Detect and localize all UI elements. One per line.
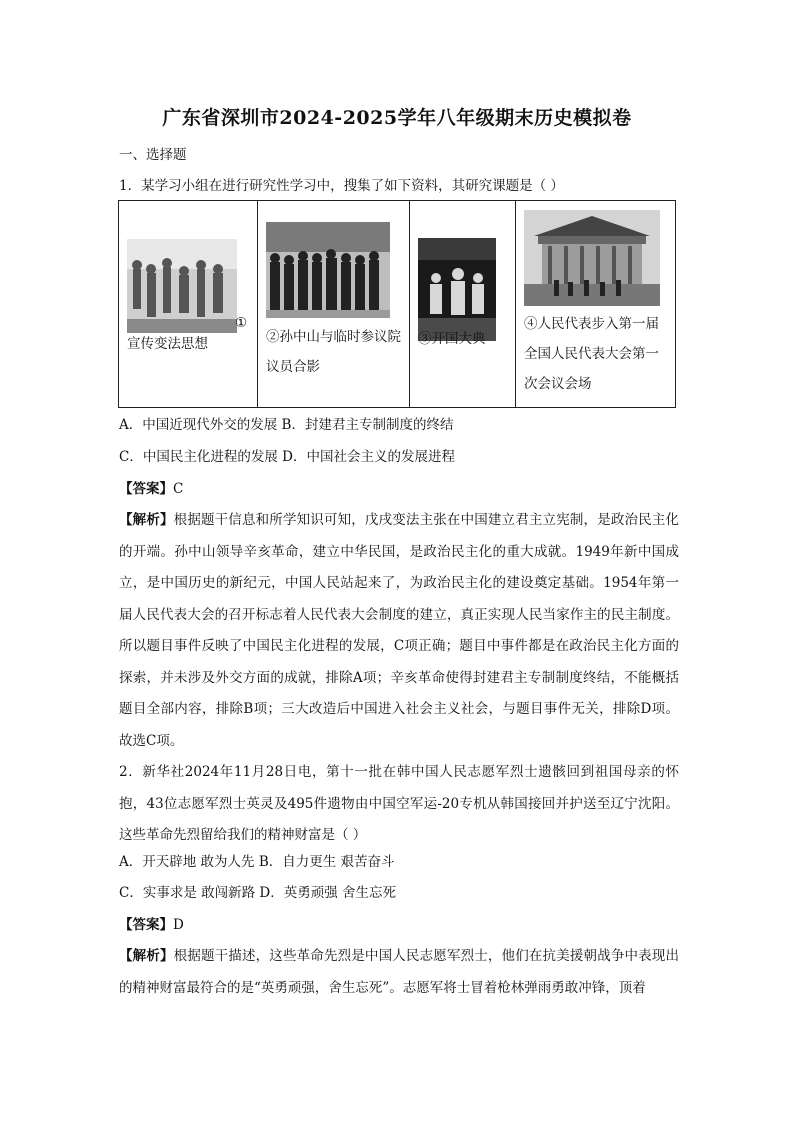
question-1-image-table (118, 200, 676, 408)
reform-crowd-photo (127, 239, 237, 333)
answer-value: D (173, 917, 184, 933)
caption-3: ③开国大典 (418, 331, 486, 347)
image-cell-4 (516, 201, 676, 408)
analysis-text: 根据题干信息和所学知识可知，戊戌变法主张在中国建立君主立宪制，是政治民主化的开端。孙中山领导辛亥革命，建立中华民国，是政治民主化的重大成就。1949年新中国成立，是中国历史的新纪元，中国人民站起来了，为政治民主化的建设奠定基础。1954年第一届人民代表大会的召开标志着人民代表大会制度的建立，真正实现人民当家作主的民主制度。所以题目事件反映了中国民主化进程的发展，C项正确；题目中事件都是在政治民主化方面的探索，并未涉及外交方面的成就，排除A项；辛亥革命使得封建君主专制制度终结，不能概括题目全部内容，排除B项；三大改造后中国进入社会主义社会，与题目事件无关，排除D项。故选C项。 (119, 512, 680, 749)
page-title: 广东省深圳市2024-2025学年八年级期末历史模拟卷 (162, 107, 632, 129)
question-2-answer (119, 915, 679, 935)
question-2-analysis (119, 941, 679, 1004)
image-cell-3 (410, 201, 516, 408)
image-cell-2 (258, 201, 410, 408)
question-1-analysis (119, 505, 679, 757)
question-1-option-cd: C．中国民主化进程的发展 D．中国社会主义的发展进程 (119, 449, 455, 465)
question-2-option-cd: C．实事求是 敢闯新路 D．英勇顽强 舍生忘死 (119, 885, 397, 901)
answer-value: C (173, 481, 184, 497)
image-number-1: ① (235, 315, 248, 331)
caption-4: ④人民代表步入第一届全国人民代表大会第一次会议会场 (524, 316, 659, 392)
npc-hall-photo (524, 210, 660, 306)
sun-yatsen-group-photo (266, 222, 390, 318)
analysis-text: 根据题干描述，这些革命先烈是中国人民志愿军烈士，他们在抗美援朝战争中表现出的精神财富最符合的是“英勇顽强，舍生忘死”。志愿军将士冒着枪林弹雨勇敢冲锋，顶着 (119, 948, 680, 996)
image-cell-1 (119, 201, 258, 408)
caption-2: ②孙中山与临时参议院议员合影 (266, 329, 401, 375)
question-1-answer (119, 479, 679, 499)
answer-label: 【答案】 (119, 481, 173, 497)
question-2-stem: 2．新华社2024年11月28日电，第十一批在韩中国人民志愿军烈士遗骸回到祖国母亲的怀抱，43位志愿军烈士英灵及495件遗物由中国空军运-20专机从韩国接回并护送至辽宁沈阳。这些革命先烈留给我们的精神财富是（ ） (119, 764, 679, 843)
question-1-option-ab: A．中国近现代外交的发展 B．封建君主专制制度的终结 (119, 417, 454, 433)
section-heading: 一、选择题 (119, 147, 187, 163)
caption-1: 宣传变法思想 (127, 336, 208, 352)
analysis-label: 【解析】 (119, 512, 174, 528)
analysis-label: 【解析】 (119, 948, 174, 964)
question-2-option-ab: A．开天辟地 敢为人先 B．自力更生 艰苦奋斗 (119, 854, 395, 870)
answer-label: 【答案】 (119, 917, 173, 933)
question-1-stem: 1．某学习小组在进行研究性学习中，搜集了如下资料，其研究课题是（ ） (119, 178, 564, 194)
